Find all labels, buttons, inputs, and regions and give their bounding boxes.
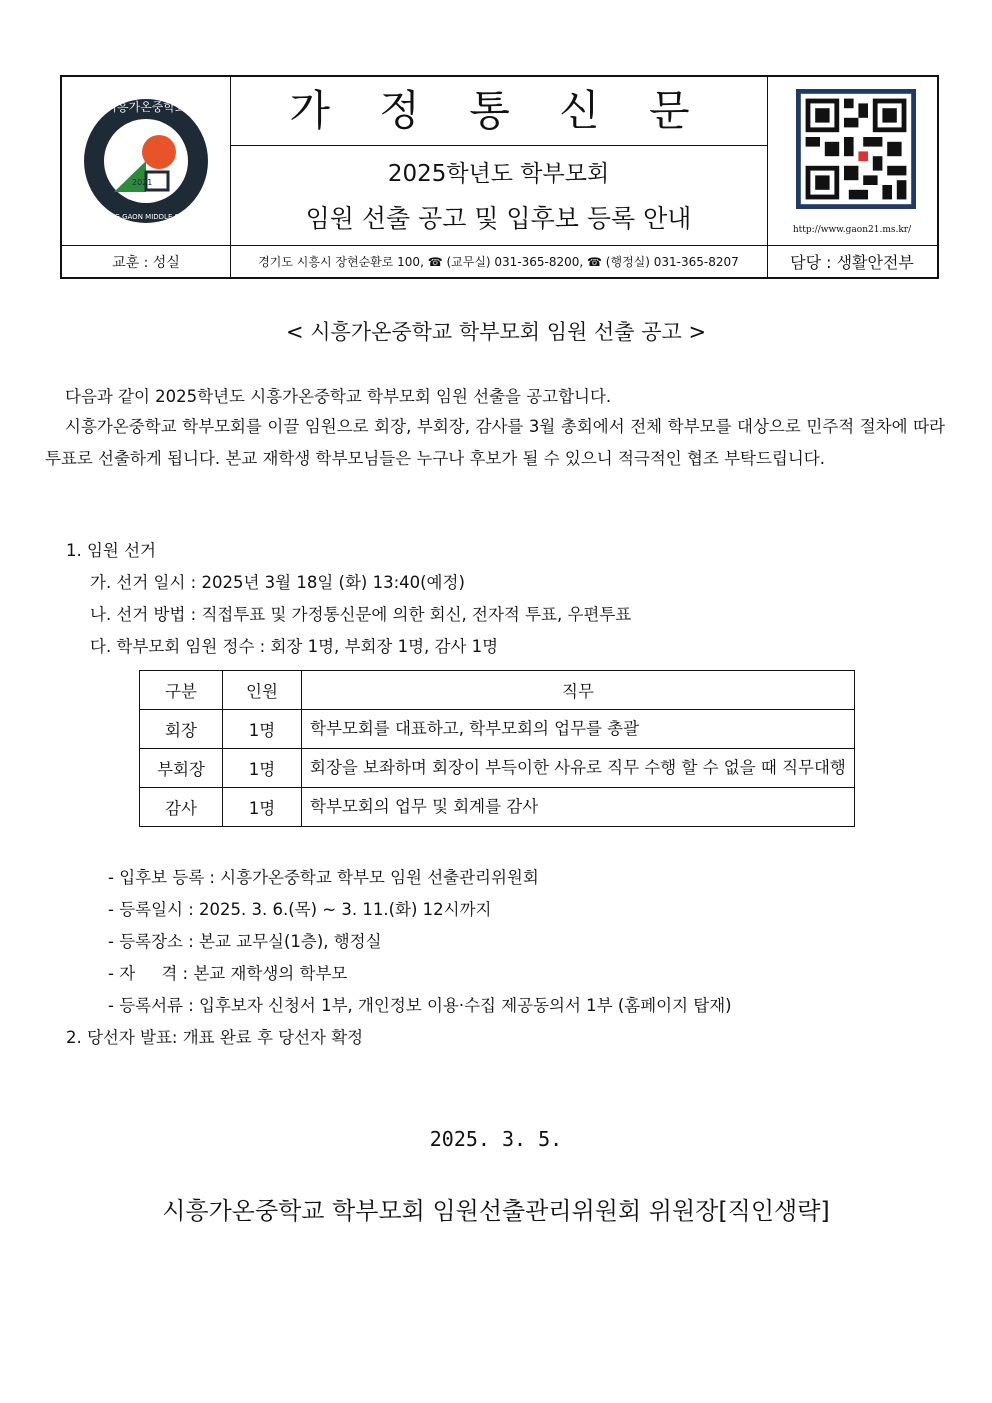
election-date: 가. 선거 일시 : 2025년 3월 18일 (화) 13:40(예정) <box>90 573 465 592</box>
role-cell: 감사 <box>140 788 223 827</box>
school-address: 경기도 시흥시 장현순환로 100, ☎ (교무실) 031-365-8200, ☎ (행정실) 031-365-8207 <box>230 246 768 277</box>
logo-korean-name: 시흥가온중학교 <box>105 100 187 114</box>
table-header-count: 인원 <box>223 671 302 710</box>
notice-heading: < 시흥가온중학교 학부모회 임원 선출 공고 > <box>285 320 707 344</box>
logo-year: 2021 <box>132 178 153 187</box>
subtitle-topic: 임원 선출 공고 및 입후보 등록 안내 <box>305 204 692 233</box>
section-2-announcement: 2. 당선자 발표: 개표 완료 후 당선자 확정 <box>66 1028 364 1047</box>
registration-documents: - 등록서류 : 입후보자 신청서 1부, 개인정보 이용·수집 제공동의서 1부 (홈페이지 탑재) <box>108 996 732 1015</box>
qr-code-icon <box>796 89 916 209</box>
intro-paragraph-1: 다음과 같이 2025학년도 시흥가온중학교 학부모회 임원 선출을 공고합니다. <box>65 387 612 406</box>
count-cell: 1명 <box>223 788 302 827</box>
role-cell: 부회장 <box>140 749 223 788</box>
table-row <box>140 749 855 788</box>
count-cell: 1명 <box>223 749 302 788</box>
officer-quota: 다. 학부모회 임원 정수 : 회장 1명, 부회장 1명, 감사 1명 <box>90 637 499 656</box>
intro-paragraph-2: 시흥가온중학교 학부모회를 이끌 임원으로 회장, 부회장, 감사를 3월 총회에서 전체 학부모를 대상으로 민주적 절차에 따라 투표로 선출하게 됩니다. 본교 재학생 학부모님들은 누구나 후보가 될 수 있으니 적극적인 협조 부탁드립니다. <box>45 417 945 468</box>
signature-line: 시흥가온중학교 학부모회 임원선출관리위원회 위원장[직인생략] <box>162 1197 830 1225</box>
role-cell: 회장 <box>140 710 223 749</box>
officer-duty-table <box>139 670 855 827</box>
registration-eligibility: - 자 격 : 본교 재학생의 학부모 <box>108 964 348 983</box>
registration-place: - 등록장소 : 본교 교무실(1층), 행정실 <box>108 932 382 951</box>
table-row <box>140 788 855 827</box>
table-row <box>140 710 855 749</box>
election-method: 나. 선거 방법 : 직접투표 및 가정통신문에 의한 회신, 전자적 투표, 우편투표 <box>90 605 632 624</box>
school-motto: 교훈 : 성실 <box>62 246 231 277</box>
school-url: http://www.gaon21.ms.kr/ <box>792 225 912 235</box>
page-title: 가 정 통 신 문 <box>230 77 767 146</box>
duty-cell: 학부모회를 대표하고, 학부모회의 업무를 총괄 <box>302 710 855 749</box>
department-in-charge: 담당 : 생활안전부 <box>790 253 914 272</box>
table-header-row <box>140 671 855 710</box>
table-header-duty: 직무 <box>302 671 855 710</box>
logo-english-name: SIHEUNG GAON MIDDLE SCHOOL <box>87 213 205 221</box>
title-cell <box>230 77 768 245</box>
school-logo <box>62 77 230 245</box>
count-cell: 1명 <box>223 710 302 749</box>
newsletter-header <box>60 75 939 279</box>
duty-cell: 회장을 보좌하며 회장이 부득이한 사유로 직무 수행 할 수 없을 때 직무대행 <box>302 749 855 788</box>
school-logo-cell <box>62 77 231 245</box>
qr-cell <box>767 77 937 245</box>
notice-date: 2025. 3. 5. <box>429 1127 563 1151</box>
registration-body: - 입후보 등록 : 시흥가온중학교 학부모 임원 선출관리위원회 <box>108 868 539 887</box>
header-info-row <box>62 245 937 277</box>
section-1-title: 1. 임원 선거 <box>66 541 156 560</box>
registration-period: - 등록일시 : 2025. 3. 6.(목) ~ 3. 11.(화) 12시까지 <box>108 900 492 919</box>
duty-cell: 학부모회의 업무 및 회계를 감사 <box>302 788 855 827</box>
table-header-role: 구분 <box>140 671 223 710</box>
subtitle-year: 2025학년도 학부모회 <box>387 161 610 187</box>
